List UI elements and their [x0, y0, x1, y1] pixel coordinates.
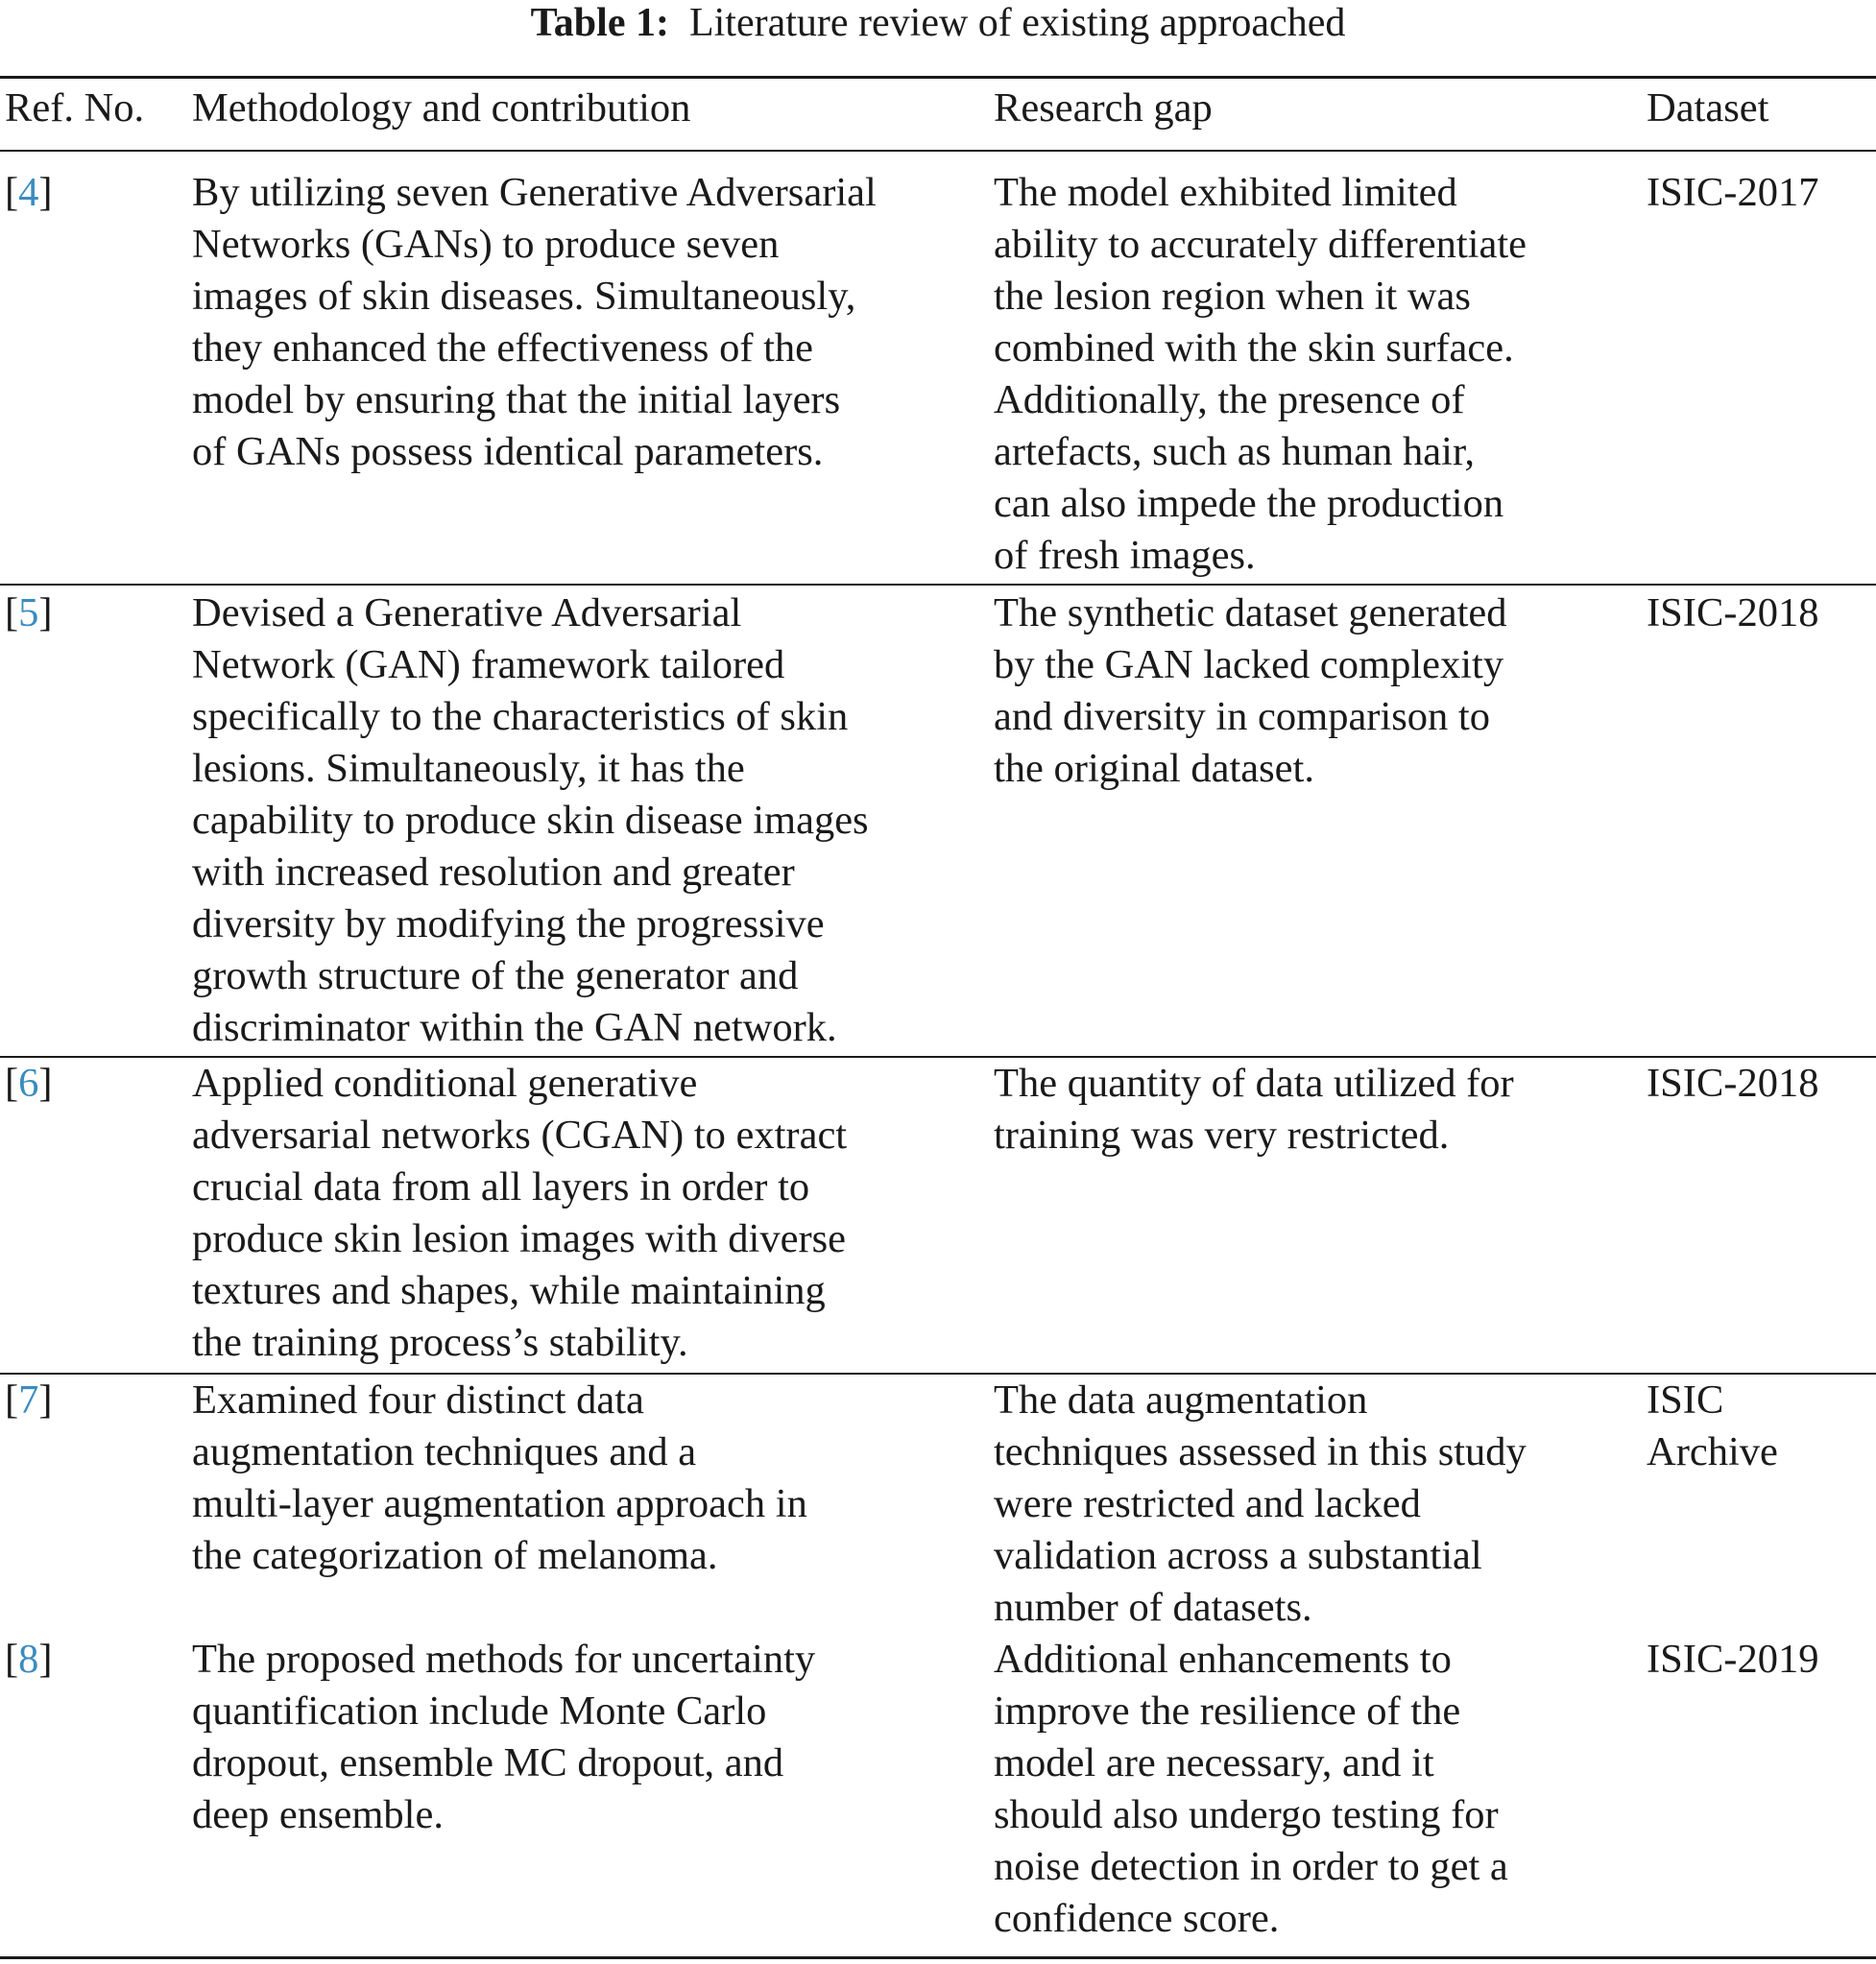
- text-line: artefacts, such as human hair,: [994, 429, 1476, 474]
- text-line: specifically to the characteristics of skin: [192, 694, 849, 739]
- row-methodology: [192, 1634, 815, 1841]
- ref-link[interactable]: 8: [18, 1637, 39, 1682]
- text-line: Additionally, the presence of: [994, 377, 1465, 422]
- text-line: were restricted and lacked: [994, 1481, 1421, 1526]
- text-line: validation across a substantial: [994, 1533, 1482, 1578]
- text-line: ISIC-2018: [1647, 1061, 1819, 1106]
- text-line: the lesion region when it was: [994, 274, 1471, 319]
- text-line: model are necessary, and it: [994, 1740, 1434, 1785]
- text-line: Examined four distinct data: [192, 1377, 644, 1423]
- caption-label: Table 1:: [530, 1, 669, 45]
- row-research-gap: [994, 1375, 1527, 1634]
- row-ref: [6]: [5, 1061, 53, 1106]
- text-line: improve the resilience of the: [994, 1689, 1461, 1734]
- text-line: By utilizing seven Generative Adversarial: [192, 170, 877, 215]
- text-line: ISIC-2018: [1647, 590, 1819, 635]
- text-line: Additional enhancements to: [994, 1637, 1452, 1682]
- text-line: adversarial networks (CGAN) to extract: [192, 1113, 848, 1158]
- header-dataset: Dataset: [1647, 85, 1769, 131]
- bottom-rule: [0, 1956, 1876, 1959]
- text-line: multi-layer augmentation approach in: [192, 1481, 807, 1526]
- text-line: produce skin lesion images with diverse: [192, 1216, 847, 1261]
- text-line: Networks (GANs) to produce seven: [192, 222, 780, 267]
- row-dataset: [1647, 587, 1818, 639]
- text-line: diversity by modifying the progressive: [192, 901, 825, 946]
- text-line: augmentation techniques and a: [192, 1429, 697, 1474]
- text-line: dropout, ensemble MC dropout, and: [192, 1740, 784, 1785]
- text-line: ISIC: [1647, 1377, 1724, 1423]
- row-methodology: [192, 1375, 807, 1582]
- row-dataset: [1647, 1634, 1818, 1686]
- text-line: quantification include Monte Carlo: [192, 1689, 767, 1734]
- text-line: The quantity of data utilized for: [994, 1061, 1514, 1106]
- text-line: The data augmentation: [994, 1377, 1368, 1423]
- text-line: can also impede the production: [994, 481, 1504, 526]
- header-ref: Ref. No.: [5, 85, 145, 131]
- row-research-gap: [994, 1058, 1514, 1162]
- table-caption: [0, 0, 1876, 46]
- text-line: and diversity in comparison to: [994, 694, 1490, 739]
- header-rule: [0, 150, 1876, 152]
- text-line: deep ensemble.: [192, 1792, 444, 1837]
- text-line: Archive: [1647, 1429, 1778, 1474]
- text-line: crucial data from all layers in order to: [192, 1164, 810, 1210]
- ref-link[interactable]: 5: [18, 590, 39, 635]
- top-rule: [0, 76, 1876, 79]
- row-research-gap: [994, 1634, 1508, 1945]
- caption-text: Literature review of existing approached: [688, 1, 1346, 45]
- row-research-gap: [994, 587, 1507, 795]
- header-research-gap: Research gap: [994, 85, 1213, 131]
- row-methodology: [192, 587, 869, 1054]
- text-line: Network (GAN) framework tailored: [192, 642, 785, 687]
- text-line: discriminator within the GAN network.: [192, 1005, 837, 1050]
- text-line: Applied conditional generative: [192, 1061, 698, 1106]
- text-line: Devised a Generative Adversarial: [192, 590, 742, 635]
- text-line: should also undergo testing for: [994, 1792, 1499, 1837]
- text-line: The model exhibited limited: [994, 170, 1457, 215]
- row-ref: [5]: [5, 590, 53, 635]
- text-line: textures and shapes, while maintaining: [192, 1268, 826, 1313]
- text-line: ability to accurately differentiate: [994, 222, 1527, 267]
- text-line: model by ensuring that the initial layers: [192, 377, 841, 422]
- row-ref: [4]: [5, 170, 53, 215]
- text-line: noise detection in order to get a: [994, 1844, 1508, 1889]
- ref-link[interactable]: 7: [18, 1377, 39, 1423]
- text-line: combined with the skin surface.: [994, 325, 1514, 371]
- ref-link[interactable]: 4: [18, 170, 39, 215]
- text-line: of fresh images.: [994, 533, 1256, 578]
- row-dataset: [1647, 1375, 1778, 1478]
- row-dataset: [1647, 1058, 1818, 1110]
- row-methodology: [192, 167, 877, 478]
- row-dataset: [1647, 167, 1818, 219]
- text-line: The synthetic dataset generated: [994, 590, 1507, 635]
- row-rule: [0, 584, 1876, 586]
- text-line: the categorization of melanoma.: [192, 1533, 718, 1578]
- text-line: they enhanced the effectiveness of the: [192, 325, 814, 371]
- text-line: growth structure of the generator and: [192, 953, 799, 998]
- ref-link[interactable]: 6: [18, 1061, 39, 1106]
- text-line: the training process’s stability.: [192, 1320, 688, 1365]
- text-line: ISIC-2017: [1647, 170, 1819, 215]
- text-line: lesions. Simultaneously, it has the: [192, 746, 745, 791]
- text-line: of GANs possess identical parameters.: [192, 429, 824, 474]
- text-line: The proposed methods for uncertainty: [192, 1637, 816, 1682]
- text-line: by the GAN lacked complexity: [994, 642, 1504, 687]
- row-ref: [7]: [5, 1377, 53, 1423]
- row-research-gap: [994, 167, 1527, 582]
- text-line: ISIC-2019: [1647, 1637, 1819, 1682]
- text-line: capability to produce skin disease images: [192, 798, 869, 843]
- text-line: techniques assessed in this study: [994, 1429, 1527, 1474]
- text-line: training was very restricted.: [994, 1113, 1450, 1158]
- text-line: confidence score.: [994, 1896, 1280, 1941]
- text-line: images of skin diseases. Simultaneously,: [192, 274, 856, 319]
- row-methodology: [192, 1058, 847, 1369]
- text-line: number of datasets.: [994, 1585, 1312, 1630]
- text-line: the original dataset.: [994, 746, 1314, 791]
- header-methodology: Methodology and contribution: [192, 85, 691, 131]
- row-ref: [8]: [5, 1637, 53, 1682]
- text-line: with increased resolution and greater: [192, 850, 795, 895]
